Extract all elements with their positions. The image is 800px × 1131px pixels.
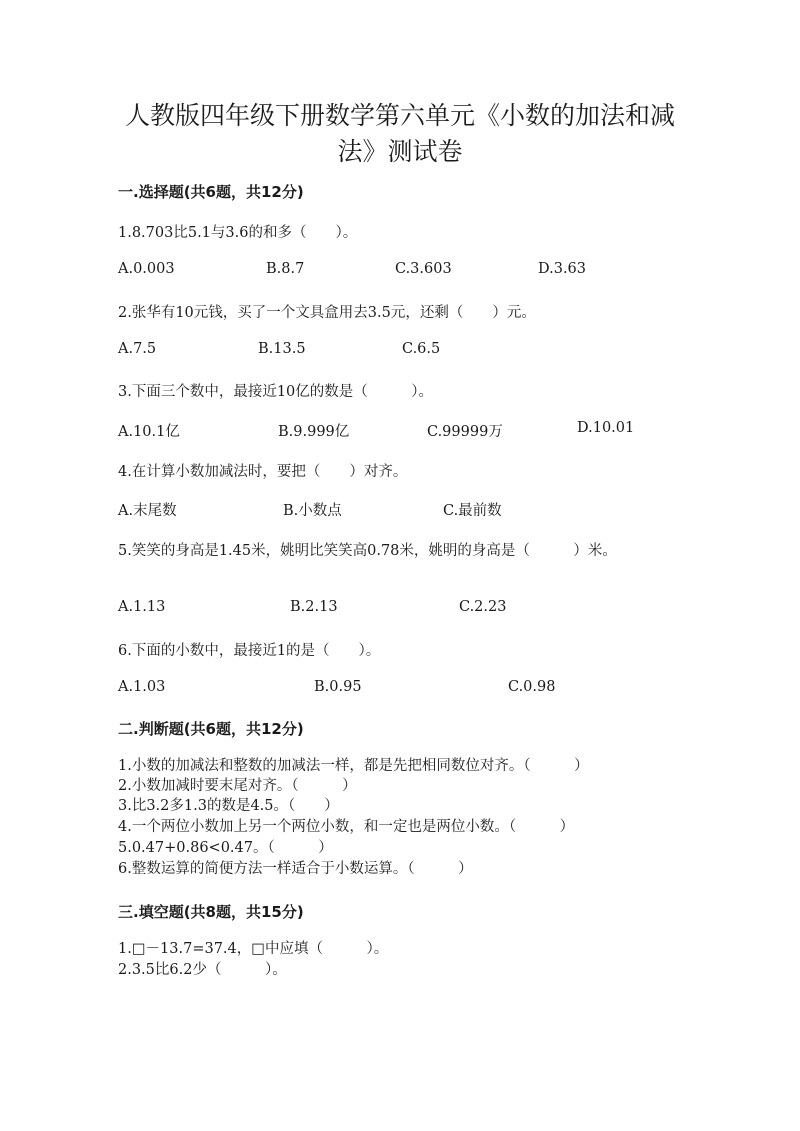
- title-line-1: 人教版四年级下册数学第六单元《小数的加法和减: [124, 101, 675, 130]
- q5-option-a: A.1.13: [118, 599, 166, 615]
- question-2: 2.张华有10元钱，买了一个文具盒用去3.5元，还剩（ ）元。: [118, 305, 536, 321]
- q3-option-a: A.10.1亿: [118, 424, 180, 440]
- tf-item-1: 1.小数的加减法和整数的加减法一样，都是先把相同数位对齐。（ ）: [118, 758, 589, 774]
- section-heading-choice: 一.选择题(共6题，共12分): [118, 183, 304, 201]
- q3-option-c: C.99999万: [427, 424, 503, 440]
- q1-option-b: B.8.7: [266, 261, 305, 277]
- question-5: 5.笑笑的身高是1.45米，姚明比笑笑高0.78米，姚明的身高是（ ）米。: [118, 543, 617, 559]
- q4-option-a: A.末尾数: [118, 503, 177, 519]
- tf-item-6: 6.整数运算的简便方法一样适合于小数运算。（ ）: [118, 861, 473, 877]
- q6-option-c: C.0.98: [508, 679, 556, 695]
- q2-option-a: A.7.5: [118, 341, 157, 357]
- q3-option-b: B.9.999亿: [278, 424, 350, 440]
- q5-option-c: C.2.23: [459, 599, 507, 615]
- q2-option-b: B.13.5: [258, 341, 306, 357]
- q5-option-b: B.2.13: [290, 599, 338, 615]
- q2-option-c: C.6.5: [402, 341, 441, 357]
- q4-option-b: B.小数点: [283, 503, 342, 519]
- q1-option-a: A.0.003: [118, 261, 175, 277]
- tf-item-2: 2.小数加减时要末尾对齐。（ ）: [118, 778, 357, 794]
- tf-item-3: 3.比3.2多1.3的数是4.5。（ ）: [118, 798, 339, 814]
- fill-item-2: 2.3.5比6.2少（ ）。: [118, 962, 287, 978]
- q3-option-d: D.10.01: [577, 420, 635, 436]
- question-4: 4.在计算小数加减法时，要把（ ）对齐。: [118, 464, 408, 480]
- section-heading-true-false: 二.判断题(共6题，共12分): [118, 720, 304, 738]
- q1-option-c: C.3.603: [395, 261, 452, 277]
- question-6: 6.下面的小数中，最接近1的是（ ）。: [118, 643, 381, 659]
- q4-option-c: C.最前数: [443, 503, 502, 519]
- q1-option-d: D.3.63: [538, 261, 587, 277]
- tf-item-5: 5.0.47+0.86<0.47。（ ）: [118, 840, 333, 856]
- title-line-2: 法》测试卷: [337, 137, 463, 166]
- q6-option-b: B.0.95: [314, 679, 362, 695]
- section-heading-fill-blank: 三.填空题(共8题，共15分): [118, 903, 304, 921]
- tf-item-4: 4.一个两位小数加上另一个两位小数，和一定也是两位小数。（ ）: [118, 819, 575, 835]
- page-title: [60, 98, 740, 170]
- question-3: 3.下面三个数中，最接近10亿的数是（ ）。: [118, 384, 434, 400]
- fill-item-1: 1.□－13.7=37.4，□中应填（ ）。: [118, 941, 389, 957]
- question-1: 1.8.703比5.1与3.6的和多（ ）。: [118, 225, 358, 241]
- q6-option-a: A.1.03: [118, 679, 166, 695]
